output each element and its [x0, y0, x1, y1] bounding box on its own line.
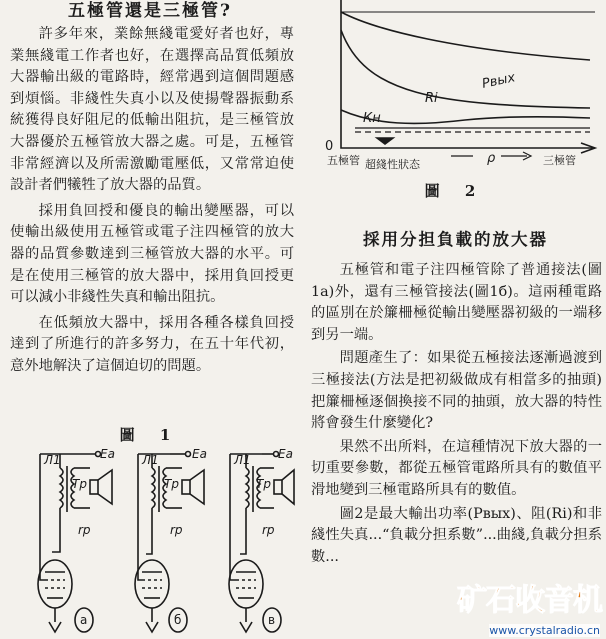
x-label-pentode: 五極管 [327, 154, 360, 167]
curve-label-ri: Ri [425, 91, 438, 106]
label-Jl-b: Л1 [142, 453, 159, 467]
axis-rho: ρ [487, 151, 496, 166]
label-ea-b: Ea [192, 447, 207, 461]
label-Tp-a: Tp [72, 477, 87, 491]
paragraph: 問題產生了：如果從五極接法逐漸過渡到三極接法(方法是把初級做成有相當多的抽頭)把簾柵極逐個換接不同的抽頭，放大器的特性將會發生什麼變化? [311, 350, 602, 432]
curve-ri [341, 30, 590, 108]
label-ea-c: Ea [278, 447, 293, 461]
section-title: 採用分担負載的放大器 [363, 230, 548, 249]
paragraph: 五極管和電子注四極管除了普通接法(圖1a)外，還有三極管接法(圖1б)。這兩種電路的區別在於簾柵極從輸出變壓器初級的一端移到另一端。 [311, 262, 602, 343]
watermark-url: www.crystalradio.cn [489, 624, 600, 637]
axis-zero: 0 [325, 139, 334, 154]
label-Jl-a: Л1 [44, 453, 61, 467]
article-title: 五極管還是三極管? [68, 1, 232, 21]
right-body [305, 260, 606, 568]
site-watermark [456, 579, 606, 639]
label-ea-a: Ea [100, 447, 115, 461]
right-column [305, 0, 606, 639]
watermark-brand: 矿石收音机 [457, 583, 602, 618]
left-body [0, 24, 300, 378]
figure1-label: 圖 1 [119, 426, 181, 444]
label-Jl-c: Л1 [234, 453, 251, 467]
label-rp-c: rp [262, 523, 275, 537]
label-tag-b: б [174, 613, 182, 627]
paragraph: 採用負回授和優良的輸出變壓器，可以使輸出級使用五極管或電子注四極管的放大器的品質參數達到三極管放大器的水平。可是在使用三極管的放大器中，採用負回授更可以減小非綫性失真和輸出阻抗。 [10, 202, 294, 306]
curve-label-pout: Pвых [480, 70, 517, 92]
paragraph: 在低頻放大器中，採用各種各樣負回授達到了所進行的許多努力，在五十年代初，意外地解決了這個迫切的問題。 [10, 314, 294, 374]
x-label-triode: 三極管 [543, 154, 576, 167]
label-rp-b: rp [170, 523, 183, 537]
x-label-ultralinear: 超綫性狀态 [365, 158, 420, 171]
paragraph: 許多年來，業餘無綫電愛好者也好，專業無綫電工作者也好，在選擇高品質低頻放大器輸出級的電路時，經常遇到這個問題感到煩惱。非綫性失真小以及使揚聲器振動系統獲得良好阻尼的低輸出阻抗，是三極管放大器優於五極管放大器之處。可是，五極管非常經濟以及所需激勵電壓低，又常常迫使設計者們犧牲了放大器的品質。 [10, 26, 294, 194]
left-column [0, 0, 300, 639]
curve-pout [341, 12, 590, 60]
paragraph: 果然不出所料，在這種情况下放大器的一切重要參數，都從五極管電路所具有的數值平滑地變到三極電路所具有的數值。 [311, 438, 602, 498]
label-tag-c: в [268, 613, 276, 627]
figure2-label: 圖 2 [424, 182, 486, 200]
curve-label-kn: Кн [363, 111, 381, 126]
figure1-circuits [0, 442, 300, 639]
label-rp-a: rp [78, 523, 91, 537]
paragraph: 圖2是最大輸出功率(Pвых)、阻(Ri)和非綫性失真...“負載分担系數”...曲綫,負載分担系數... [311, 505, 602, 565]
figure2-graph [305, 0, 606, 175]
label-Tp-b: Tp [164, 477, 179, 491]
label-tag-a: a [80, 613, 88, 627]
label-Tp-c: Tp [256, 477, 271, 491]
